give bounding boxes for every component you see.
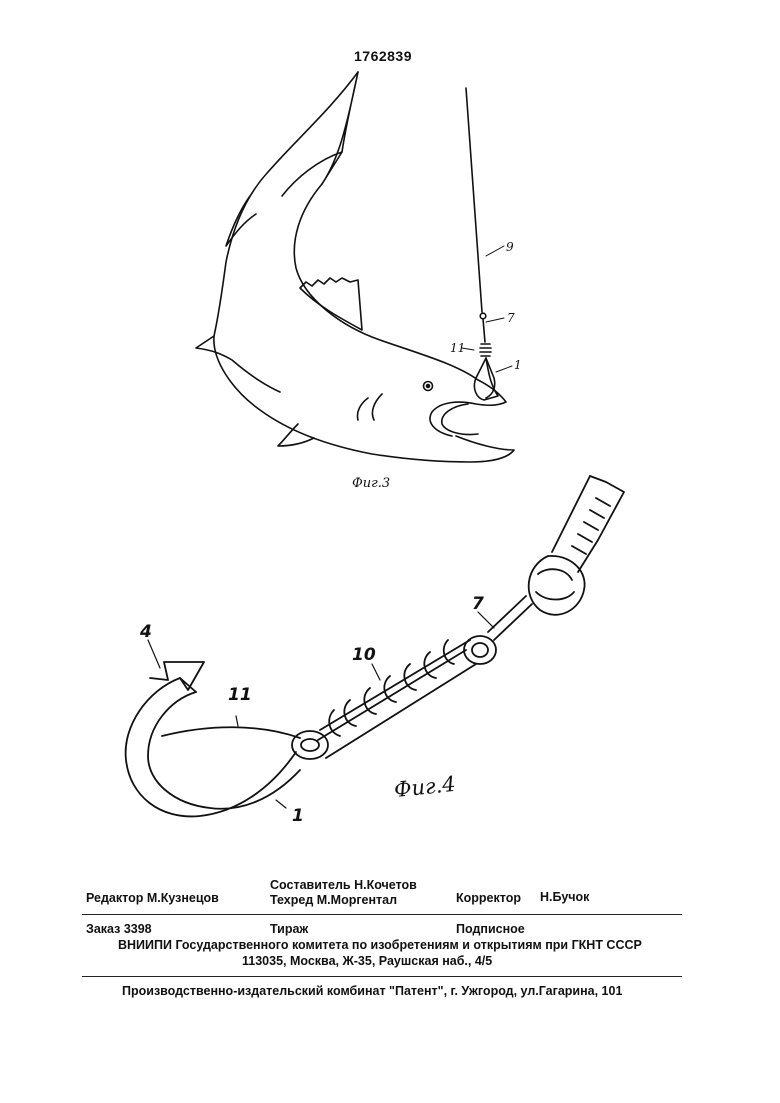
compiler-name: Н.Кочетов (354, 878, 417, 892)
address: 113035, Москва, Ж-35, Раушская наб., 4/5 (242, 954, 493, 968)
hook-bend-inner (148, 692, 300, 809)
snood-line-11 (162, 727, 300, 738)
corrector-name: Н.Бучок (540, 890, 590, 904)
rope-outer (578, 476, 624, 572)
patent-number: 1762839 (354, 48, 413, 64)
snood-loop (292, 731, 328, 759)
fig3-caption: Фиг.3 (352, 476, 391, 491)
fig4-caption: Фиг.4 (392, 771, 457, 803)
subscription: Подписное (456, 922, 525, 936)
hook-point (150, 662, 204, 692)
hook-bend-outer (126, 678, 296, 816)
fig3-label-7: 7 (507, 311, 515, 325)
rope-braid (572, 498, 610, 554)
hook-shank-top (320, 640, 470, 730)
knot (529, 556, 585, 615)
institute: ВНИИПИ Государственного комитета по изобретениям и открытиям при ГКНТ СССР (118, 938, 642, 952)
fig4-label-11: 11 (228, 685, 252, 705)
fig4-label-1: 1 (292, 806, 304, 826)
corrector-label: Корректор (456, 891, 521, 905)
techred-label: Техред М.Моргентал (270, 893, 398, 907)
order-number: Заказ 3398 (86, 922, 152, 936)
compiler-label: Составитель Н.Кочетов (270, 878, 417, 892)
fig3-label-11: 11 (450, 341, 466, 355)
editor-label: Редактор М.Кузнецов (86, 891, 219, 905)
publisher: Производственно-издательский комбинат "Патент", г. Ужгород, ул.Гагарина, 101 (122, 984, 623, 998)
circulation: Тираж (270, 922, 309, 936)
techred-name: М.Моргентал (316, 893, 398, 907)
fig3-label-1: 1 (514, 358, 522, 372)
fig3-label-9: 9 (506, 240, 514, 254)
fig4-label-10: 10 (352, 645, 376, 665)
editor-name: М.Кузнецов (146, 891, 219, 905)
fig4-label-7: 7 (472, 594, 484, 614)
divider-2 (82, 976, 682, 977)
fig4-label-4: 4 (140, 622, 152, 642)
divider-1 (82, 914, 682, 915)
